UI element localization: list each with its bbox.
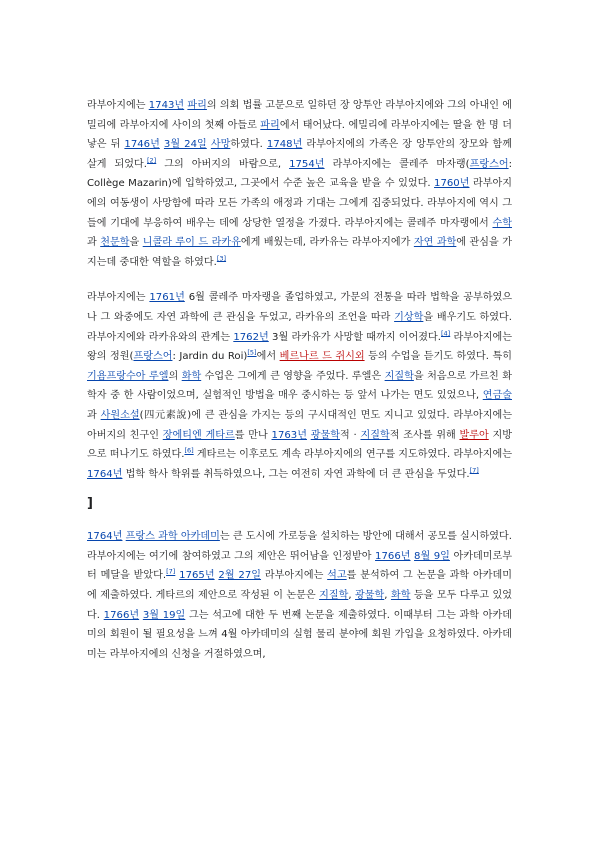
wiki-link[interactable]: 연금술 bbox=[482, 390, 512, 402]
wiki-link[interactable]: 지질학 bbox=[384, 370, 414, 382]
wiki-link[interactable]: 프랑스어 bbox=[469, 158, 509, 170]
text-run: 를 만나 bbox=[234, 429, 272, 441]
wiki-link[interactable]: 1748년 bbox=[266, 139, 303, 151]
text-run: 법학 학사 학위를 취득하였으나, 그는 여전히 자연 과학에 더 큰 관심을 두었다. bbox=[122, 468, 470, 480]
wiki-link[interactable]: 장에티엔 게타르 bbox=[162, 429, 235, 441]
text-run: 그의 아버지의 바람으로, bbox=[156, 158, 290, 170]
wiki-link[interactable]: 1766년 bbox=[103, 609, 140, 621]
wiki-link[interactable]: 화학 bbox=[181, 370, 202, 382]
text-run: 게타르는 이후로도 계속 라부아지에의 연구를 지도하였다. 라부아지에는 bbox=[193, 449, 512, 461]
wiki-link[interactable]: 기욤프랑수아 루엘 bbox=[87, 370, 169, 382]
wiki-link[interactable]: 파리 bbox=[187, 100, 207, 111]
wiki-link[interactable]: 1764년 bbox=[87, 531, 123, 543]
text-run: 에서 태어났다. 에밀리에 라부아지에는 딸을 한 명 더 낳은 뒤 bbox=[87, 119, 512, 151]
text-run: 그는 석고에 대한 두 번째 논문을 제출하였다. 이때부터 그는 과학 아카데미의 회원이 될 필요성을 느껴 4월 아카데미의 실험 물리 분야에 회원 가입을 요청하였다. 아카데미는 라부아지에의 신청을 거절하였으며, bbox=[87, 609, 512, 660]
text-run: (四元素說)에 큰 관심을 가지는 등의 구시대적인 면도 지니고 있었다. 라부아지에는 아버지의 친구인 bbox=[87, 409, 512, 441]
wiki-link[interactable]: 광물학 bbox=[310, 429, 340, 441]
wiki-link[interactable]: 파리 bbox=[260, 119, 280, 131]
text-run: 라부아지에의 가족은 장 앙투안의 장모와 함께 살게 되었다. bbox=[87, 139, 513, 170]
text-run: 지방으로 떠나기도 하였다. bbox=[87, 429, 512, 461]
wiki-link[interactable]: 석고 bbox=[327, 570, 347, 582]
text-run: 수업은 그에게 큰 영향을 주었다. 루엘은 bbox=[201, 370, 385, 382]
wiki-link[interactable]: 프랑스 과학 아카데미 bbox=[125, 531, 220, 543]
paragraph-early-life bbox=[87, 96, 512, 272]
text-run: 의 의회 법률 고문으로 일하던 장 앙투안 라부아지에와 그의 아내인 에밀리에 라부아지에 사이의 첫째 아들로 bbox=[87, 100, 513, 131]
wiki-link[interactable]: 지질학 bbox=[319, 590, 349, 602]
wiki-link[interactable]: 지질학 bbox=[360, 429, 390, 441]
text-run: 등의 수업을 듣기도 하였다. 특히 bbox=[364, 351, 512, 363]
wiki-link[interactable]: 2월 27일 bbox=[218, 570, 262, 582]
text-run: 하였다. bbox=[230, 139, 267, 151]
citation-link[interactable]: [2] bbox=[147, 156, 157, 165]
wiki-link[interactable]: 기상학 bbox=[394, 311, 424, 323]
text-run: 적 · bbox=[339, 429, 361, 441]
text-run: 라부아지에는 bbox=[87, 100, 149, 111]
paragraph-education bbox=[87, 288, 512, 484]
wiki-link[interactable]: 1766년 bbox=[375, 550, 411, 562]
wiki-link[interactable]: 1754년 bbox=[289, 158, 325, 170]
wiki-link[interactable]: 8월 9일 bbox=[414, 550, 450, 562]
citation-link[interactable]: [7] bbox=[469, 466, 479, 475]
citation-link[interactable]: [7] bbox=[166, 568, 176, 577]
wiki-link[interactable]: 사망 bbox=[210, 139, 231, 151]
red-link[interactable]: 베르나르 드 쥐시외 bbox=[279, 351, 365, 363]
text-run: 는 큰 도시에 가로등을 설치하는 방안에 대해서 공모를 실시하였다. 라부아지에는 여기에 참여하였고 그의 제안은 뛰어남을 인정받아 bbox=[87, 531, 513, 562]
text-run: 에서 bbox=[256, 351, 280, 363]
text-run: 라부아지에는 bbox=[87, 292, 150, 304]
wiki-link[interactable]: 1743년 bbox=[148, 100, 185, 111]
text-run: 라부아지에는 왕의 정원( bbox=[87, 331, 512, 363]
text-run: 라부아지에의 여동생이 사망함에 따라 모든 가족의 애정과 기대는 그에게 집중되었다. 라부아지에 역시 그들에 기대에 부응하여 배우는 데에 상당한 열정을 가졌다. 라부아지에는 콜레주 마자랭에서 bbox=[87, 178, 512, 229]
text-run: 등을 모두 다루고 있었다. bbox=[87, 590, 512, 621]
text-run: 적 조사를 위해 bbox=[389, 429, 460, 441]
wiki-link[interactable]: 3월 19일 bbox=[142, 609, 186, 621]
red-link[interactable]: 발루아 bbox=[459, 429, 489, 441]
text-run: 라부아지에는 콜레주 마자랭( bbox=[324, 158, 470, 170]
text-run: , bbox=[348, 590, 356, 602]
wiki-link[interactable]: 자연 과학 bbox=[413, 237, 457, 249]
wiki-link[interactable]: 니콜라 루이 드 라카유 bbox=[142, 237, 241, 249]
wiki-link[interactable]: 1765년 bbox=[179, 570, 215, 582]
wiki-link[interactable]: 1764년 bbox=[87, 468, 123, 480]
wiki-link[interactable]: 프랑스어 bbox=[133, 351, 173, 363]
wiki-link[interactable]: 1746년 bbox=[124, 139, 160, 151]
wiki-link[interactable]: 천문학 bbox=[100, 237, 130, 249]
wiki-link[interactable]: 화학 bbox=[390, 590, 411, 602]
wiki-link[interactable]: 광물학 bbox=[355, 590, 385, 602]
text-run: : Jardin du Roi) bbox=[172, 351, 248, 363]
citation-link[interactable]: [3] bbox=[216, 254, 227, 263]
wiki-link[interactable]: 수학 bbox=[492, 217, 512, 229]
text-run: 을 처음으로 가르친 화학자 중 한 사람이었으며, 실험적인 방법을 매우 중시하는 등 앞서 나가는 면도 있었으나, bbox=[87, 370, 512, 402]
text-run: 를 분석하여 그 논문을 과학 아카데미에 제출하였다. 게타르의 제안으로 작성된 이 논문은 bbox=[87, 570, 512, 602]
wiki-link[interactable]: 사원소설 bbox=[100, 409, 140, 421]
text-run: 아카데미로부터 메달을 받았다. bbox=[87, 550, 512, 582]
wiki-link[interactable]: 1761년 bbox=[149, 292, 185, 304]
citation-link[interactable]: [5] bbox=[247, 348, 257, 357]
text-run: 을 bbox=[129, 237, 143, 249]
text-run: , bbox=[384, 590, 391, 602]
wiki-link[interactable]: 1762년 bbox=[233, 331, 269, 343]
wiki-link[interactable]: 3월 24일 bbox=[163, 139, 207, 151]
text-run: 을 배우기도 하였다. 라부아지에와 라카유와의 관계는 bbox=[87, 311, 512, 343]
text-run: 의 bbox=[168, 370, 182, 382]
text-run: 라부아지에는 bbox=[261, 570, 328, 582]
text-run: 과 bbox=[87, 237, 101, 249]
citation-link[interactable]: [4] bbox=[441, 329, 451, 338]
text-run: 6월 콜레주 마자랭을 졸업하였고, 가문의 전통을 따라 법학을 공부하였으나 그 와중에도 자연 과학에 큰 관심을 두었고, 라카유의 조언을 따라 bbox=[87, 292, 512, 323]
wiki-link[interactable]: 1760년 bbox=[434, 178, 470, 190]
citation-link[interactable]: [6] bbox=[184, 446, 194, 455]
text-run: 에게 배웠는데, 라카유는 라부아지에가 bbox=[240, 237, 414, 249]
wiki-link[interactable]: 1763년 bbox=[271, 429, 307, 441]
text-run: 과 bbox=[87, 409, 101, 421]
section-heading: ] bbox=[87, 496, 93, 512]
text-run: 에 관심을 가지는데 중대한 역할을 하였다. bbox=[87, 237, 513, 268]
text-run: 3월 라카유가 사망할 때까지 이어졌다. bbox=[268, 331, 441, 343]
paragraph-academy bbox=[87, 527, 512, 664]
article-content bbox=[87, 96, 512, 664]
text-run: : Collège Mazarin)에 입학하였고, 그곳에서 수준 높은 교육을 받을 수 있었다. bbox=[87, 158, 512, 190]
